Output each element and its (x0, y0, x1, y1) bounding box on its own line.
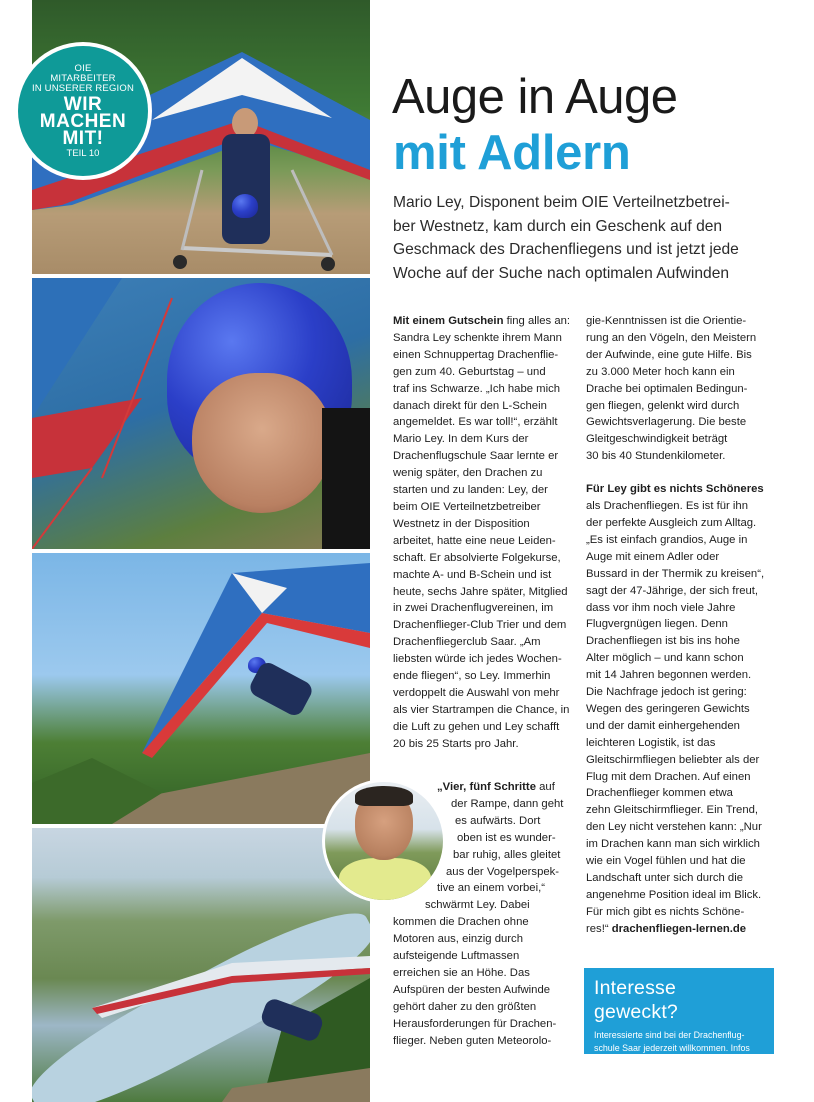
paragraph-lead-in: Für Ley gibt es nichts Schöneres (586, 483, 764, 496)
paragraph-line: angenehme Position ideal im Blick. (586, 888, 762, 901)
paragraph-line: sagt der 47-Jährige, der sich freut, (586, 584, 759, 597)
portrait-photo (325, 782, 443, 900)
body-column-1 (393, 313, 573, 753)
paragraph-line: die Luft zu gehen und Ley schafft (393, 720, 560, 733)
paragraph-line: bar ruhig, alles gleitet (453, 848, 561, 861)
paragraph-line: liebsten würde ich jedes Wochen- (393, 653, 562, 666)
paragraph-line: Bussard in der Thermik zu kreisen“, (586, 567, 765, 580)
info-box-heading: Interesse geweckt? (594, 977, 678, 1023)
paragraph-line: „Vier, fünf Schritte auf (437, 781, 555, 793)
info-box-line: schule Saar jederzeit willkommen. Infos (594, 1043, 750, 1053)
info-box-line: online oder unter Tel. 06871/48 59. (594, 1056, 732, 1066)
paragraph-line: Flugvergnügen liegen. Denn (586, 618, 728, 631)
paragraph-line: kommen die Drachen ohne (393, 916, 529, 929)
paragraph-line: als vier Startrampen die Chance, in (393, 703, 570, 716)
paragraph-line: gie-Kenntnissen ist die Orientie- (586, 315, 747, 327)
lead-line: ber Westnetz, kam durch ein Geschenk auf den (393, 217, 723, 235)
article-title-highlight: mit Adlern (393, 126, 631, 180)
badge-line: OIE (74, 63, 92, 74)
paragraph-line: der Rampe, dann geht (451, 797, 564, 810)
paragraph-line: starten und zu landen: Ley, der (393, 484, 548, 497)
body-column-2 (586, 313, 772, 938)
paragraph-line: Landschaft unter sich durch die (586, 872, 743, 884)
paragraph-line: in zwei Drachenflugvereinen, im (393, 602, 554, 615)
article-lead (393, 191, 788, 285)
paragraph-line: aus der Vogelperspek- (446, 865, 560, 878)
photo-pilot-closeup (32, 278, 370, 549)
paragraph-line: Flug mit dem Drachen. Auf einen (586, 770, 751, 783)
paragraph-line: Drachenflieger-Club Trier und dem (393, 619, 567, 632)
glider-over-valley (32, 828, 370, 1102)
paragraph-line: 20 bis 25 Starts pro Jahr. (393, 737, 519, 750)
paragraph-line: einen Schnuppertag Drachenflie- (393, 348, 559, 361)
glider-in-flight (32, 553, 370, 824)
helmet-icon (232, 194, 258, 218)
paragraph-line: Sandra Ley schenkte ihrem Mann (393, 331, 562, 344)
paragraph-line: Drache bei optimalen Bedingun- (586, 382, 748, 395)
info-box-line: Interessierte sind bei der Drachenflug- (594, 1030, 745, 1040)
paragraph-line: Motoren aus, einzig durch (393, 933, 523, 946)
badge-slogan: WIR (63, 94, 103, 115)
paragraph-line: gen fliegen, gelenkt wird durch (586, 399, 740, 412)
photo-glider-launch (32, 553, 370, 824)
paragraph-line: traf ins Schwarze. „Ich habe mich (393, 382, 561, 395)
paragraph-line: „Es ist einfach grandios, Auge in (586, 533, 748, 546)
paragraph-line: schaft. Er absolvierte Folgekurse, (393, 551, 561, 564)
portrait-hair (355, 786, 413, 806)
paragraph-line: als Drachenfliegen. Es ist für ihn (586, 500, 749, 513)
paragraph-line: machte A- und B-Schein und ist (393, 568, 552, 581)
paragraph-line: mit 14 Jahren begonnen werden. (586, 669, 752, 682)
paragraph-line: Auge mit einem Adler oder (586, 550, 720, 563)
pilot-face (192, 373, 332, 513)
photo-valley-landscape (32, 828, 370, 1102)
paragraph-line: und der damit einhergehenden (586, 719, 740, 732)
paragraph-line: wenig später, den Drachen zu (393, 467, 543, 480)
badge-slogan: MIT! (62, 128, 104, 149)
pilot-body (222, 134, 270, 244)
paragraph-line: Alter möglich – und kann schon (586, 652, 744, 665)
paragraph-line: 30 bis 40 Stundenkilometer. (586, 450, 726, 463)
lead-line: Woche auf der Suche nach optimalen Aufwinden (393, 264, 730, 282)
badge-circle (18, 46, 148, 176)
paragraph-line: danach direkt für den L-Schein (393, 399, 547, 412)
paragraph-line: Drachenflugschule Saar lernte er (393, 450, 559, 463)
paragraph-lead-in: Mit einem Gutschein (393, 315, 504, 327)
info-box-text (594, 1029, 764, 1068)
paragraph-line: im Drachen kann man sich wirklich (586, 838, 760, 851)
paragraph-line: wie ein Vogel fühlen und hat die (586, 855, 746, 868)
lead-line: Mario Ley, Disponent beim OIE Verteilnetzbetrei- (393, 194, 730, 211)
paragraph-line: aufsteigende Luftmassen (393, 950, 520, 963)
paragraph-line: zehn Gleitschirmflieger. Ein Trend, (586, 804, 759, 817)
badge-line: MITARBEITER (50, 73, 116, 84)
paragraph-line: Gleitschirmfliegen beliebter als der (586, 753, 760, 766)
info-box (584, 968, 774, 1066)
paragraph-line: zu 3.000 Meter hoch kann ein (586, 365, 735, 378)
paragraph-line: erreichen sie an Höhe. Das (393, 966, 530, 979)
paragraph-line: oben ist es wunder- (457, 831, 556, 844)
paragraph-line: Drachenfliegen ist bis ins hohe (586, 635, 740, 648)
paragraph-line: res!“ drachenfliegen-lernen.de (586, 922, 747, 935)
paragraph-line: den Ley nicht verstehen kann: „Nur (586, 821, 762, 834)
paragraph-line: Herausforderungen für Drachen- (393, 1017, 557, 1030)
badge-slogan: MACHEN (39, 111, 127, 132)
paragraph-line: rung an den Vögeln, den Meistern (586, 331, 757, 344)
paragraph-line: dass vor ihm noch viele Jahre (586, 601, 736, 614)
paragraph-line: arbeitet, hatte eine neue Leiden- (393, 534, 556, 547)
badge-series-number: TEIL 10 (66, 148, 100, 159)
paragraph-line: der Aufwinde, eine gute Hilfe. Bis (586, 348, 752, 361)
portrait-shirt (339, 858, 431, 900)
paragraph-line: es aufwärts. Dort (455, 814, 541, 827)
paragraph-line: Mit einem Gutschein fing alles an: (393, 315, 571, 327)
paragraph-line: leichteren Logistik, ist das (586, 736, 716, 749)
paragraph-gap (586, 465, 772, 481)
series-badge (14, 42, 152, 180)
paragraph-line: gen zum 40. Geburtstag – und (393, 365, 546, 378)
paragraph-line: Drachenfliegerclub Saar. „Am (393, 636, 541, 649)
harness (322, 408, 370, 549)
paragraph-line: flieger. Neben guten Meteorolo- (393, 1034, 552, 1047)
website-link[interactable]: drachenfliegen-lernen.de (611, 922, 747, 935)
paragraph-line: Für mich gibt es nichts Schöne- (586, 905, 745, 918)
paragraph-line: der perfekte Ausgleich zum Alltag. (586, 516, 757, 529)
paragraph-line: Drachenflieger kommen etwa (586, 787, 733, 800)
paragraph-line: Wegen des geringeren Gewichts (586, 702, 750, 715)
paragraph-line: heute, sechs Jahre später, Mitglied (393, 585, 568, 598)
paragraph-line: ende fliegen“, so Ley. Immerhin (393, 670, 551, 683)
paragraph-line: schwärmt Ley. Dabei (425, 899, 530, 912)
paragraph-line: Die Nachfrage jedoch ist gering: (586, 686, 747, 699)
paragraph-line: gehört daher zu den größten (393, 1000, 537, 1013)
lead-line: Geschmack des Drachenfliegens und ist jetzt jede (393, 241, 739, 258)
paragraph-line: beim OIE Verteilnetzbetreiber (393, 500, 541, 513)
article-title: Auge in Auge (392, 70, 678, 124)
paragraph-line: Gewichtsverlagerung. Die beste (586, 416, 747, 429)
paragraph-line: tive an einem vorbei,“ (437, 882, 545, 895)
paragraph-line: angemeldet. Es war toll!“, erzählt (393, 416, 558, 429)
paragraph-lead-in: „Vier, fünf Schritte (437, 781, 536, 793)
portrait-mario-ley (322, 779, 446, 903)
paragraph-line: Gleitgeschwindigkeit beträgt (586, 433, 728, 446)
paragraph-line: Mario Ley. In dem Kurs der (393, 433, 529, 446)
paragraph-line: verdoppelt die Auswahl von mehr (393, 686, 560, 699)
badge-line: IN UNSERER REGION (31, 83, 135, 94)
paragraph-line: Westnetz in der Disposition (393, 517, 530, 530)
paragraph-line: Aufspüren der besten Aufwinde (393, 983, 551, 996)
